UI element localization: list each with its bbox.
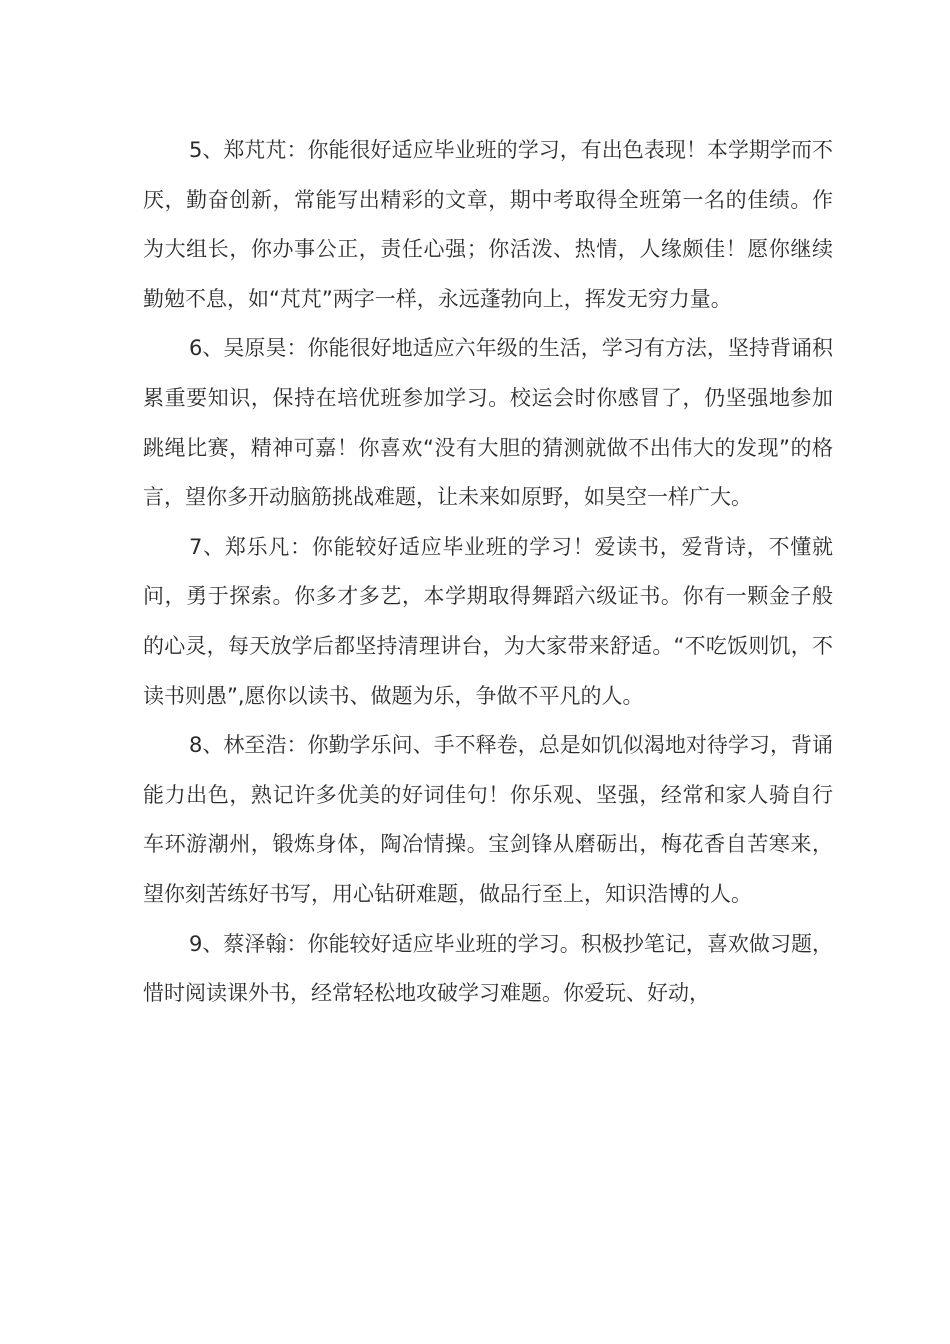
comment-paragraph-8: 8、林至浩：你勤学乐问、手不释卷，总是如饥似渴地对待学习，背诵能力出色，熟记许多优美的好词佳句！你乐观、坚强，经常和家人骑自行车环游潮州，锻炼身体，陶冶情操。宝剑锋从磨砺出，梅花香自苦寒来，望你刻苦练好书写，用心钻研难题，做品行至上，知识浩博的人。: [143, 733, 833, 906]
comment-paragraph-5: 5、郑芃芃：你能很好适应毕业班的学习，有出色表现！本学期学而不厌，勤奋创新，常能写出精彩的文章，期中考取得全班第一名的佳绩。作为大组长，你办事公正，责任心强；你活泼、热情，人缘颇佳！愿你继续勤勉不息，如“芃芃”两字一样，永远蓬勃向上，挥发无穷力量。: [143, 138, 833, 311]
comment-paragraph-6: 6、吴原昊：你能很好地适应六年级的生活，学习有方法，坚持背诵积累重要知识，保持在培优班参加学习。校运会时你感冒了，仍坚强地参加跳绳比赛，精神可嘉！你喜欢“没有大胆的猜测就做不出伟大的发现”的格言，望你多开动脑筋挑战难题，让未来如原野，如昊空一样广大。: [143, 336, 833, 510]
comment-paragraph-9: 9、蔡泽翰：你能较好适应毕业班的学习。积极抄笔记，喜欢做习题，惜时阅读课外书，经常轻松地攻破学习难题。你爱玩、好动，: [143, 931, 833, 1006]
document-body: [143, 126, 833, 1019]
comment-paragraph-7: 7、郑乐凡：你能较好适应毕业班的学习！爱读书，爱背诗，不懂就问，勇于探索。你多才多艺，本学期取得舞蹈六级证书。你有一颗金子般的心灵，每天放学后都坚持清理讲台，为大家带来舒适。“不吃饭则饥，不读书则愚”,愿你以读书、做题为乐，争做不平凡的人。: [143, 534, 833, 708]
